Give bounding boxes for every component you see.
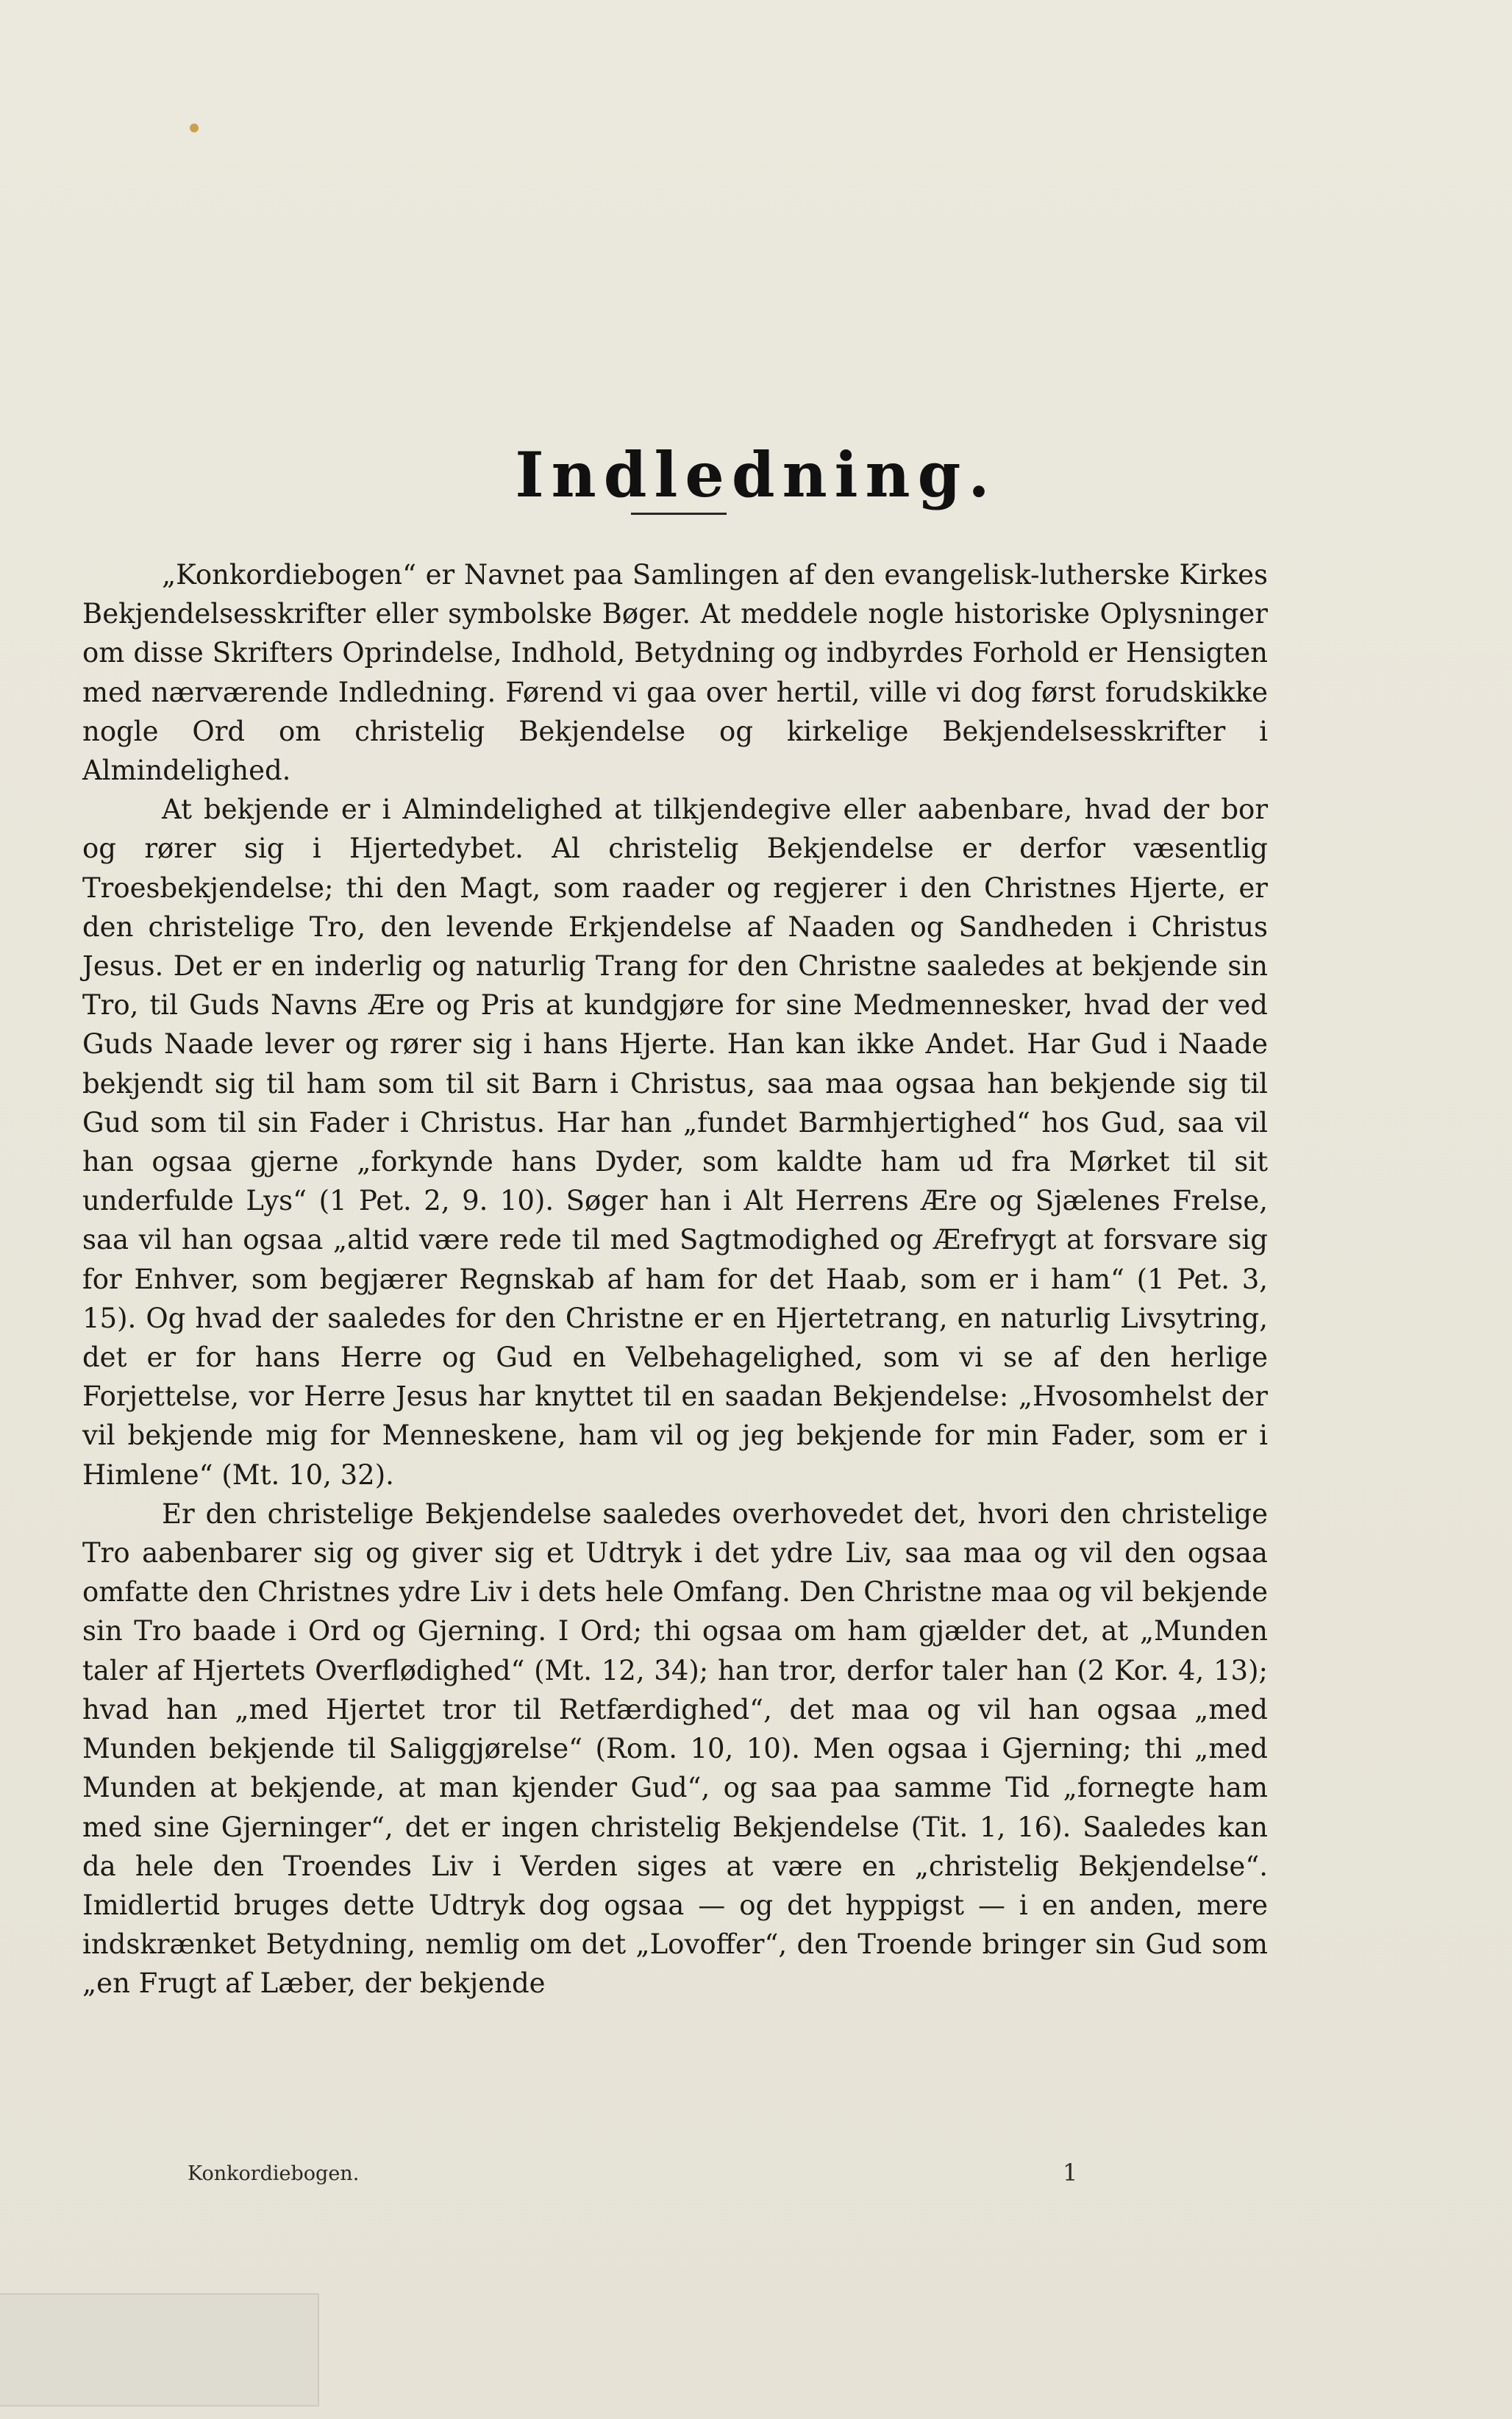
paragraph-1: „Konkordiebogen“ er Navnet paa Samlingen af den evangelisk-lutherske Kirkes Bekjendelsesskrifter eller symbolske Bøger. At meddele nogle historiske Oplysninger om disse Skrifters Oprindelse, Indhold, Betydning og indbyrdes Forhold er Hensigten med nærværende Indledning. Førend vi gaa over hertil, ville vi dog først forudskikke nogle Ord om christelig Bekjendelse og kirkelige Bekjendelsesskrifter i Almindelighed. bbox=[82, 559, 1268, 787]
sheet-number: 1 bbox=[1063, 2159, 1078, 2187]
chapter-title: Indledning. bbox=[515, 438, 997, 512]
title-divider bbox=[631, 513, 727, 515]
ink-spot bbox=[190, 124, 199, 132]
body-text bbox=[82, 555, 1268, 2003]
footer-signature: Konkordiebogen. bbox=[188, 2162, 360, 2185]
paragraph-2: At bekjende er i Almindelighed at tilkjendegive eller aabenbare, hvad der bor og rører sig i Hjertedybet. Al christelig Bekjendelse er derfor væsentlig Troesbekjendelse; thi den Magt, som raader og regjerer i den Christnes Hjerte, er den christelige Tro, den levende Erkjendelse af Naaden og Sandheden i Christus Jesus. Det er en inderlig og naturlig Trang for den Christne saaledes at bekjende sin Tro, til Guds Navns Ære og Pris at kundgjøre for sine Medmennesker, hvad der ved Guds Naade lever og rører sig i hans Hjerte. Han kan ikke Andet. Har Gud i Naade bekjendt sig til ham som til sit Barn i Christus, saa maa ogsaa han bekjende sig til Gud som til sin Fader i Christus. Har han „fundet Barmhjertighed“ hos Gud, saa vil han ogsaa gjerne „forkynde hans Dyder, som kaldte ham ud fra Mørket til sit underfulde Lys“ (1 Pet. 2, 9. 10). Søger han i Alt Herrens Ære og Sjælenes Frelse, saa vil han ogsaa „altid være rede til med Sagtmodighed og Ærefrygt at forsvare sig for Enhver, som begjærer Regnskab af ham for det Haab, som er i ham“ (1 Pet. 3, 15). Og hvad der saaledes for den Christne er en Hjertetrang, en naturlig Livsytring, det er for hans Herre og Gud en Velbehagelighed, som vi se af den herlige Forjettelse, vor Herre Jesus har knyttet til en saadan Bekjendelse: „Hvosomhelst der vil bekjende mig for Menneskene, ham vil og jeg bekjende for min Fader, som er i Himlene“ (Mt. 10, 32). bbox=[82, 794, 1268, 1491]
paragraph-3: Er den christelige Bekjendelse saaledes overhovedet det, hvori den christelige Tro aabenbarer sig og giver sig et Udtryk i det ydre Liv, saa maa og vil den ogsaa omfatte den Christnes ydre Liv i dets hele Omfang. Den Christne maa og vil bekjende sin Tro baade i Ord og Gjerning. I Ord; thi ogsaa om ham gjælder det, at „Munden taler af Hjertets Overflødighed“ (Mt. 12, 34); han tror, derfor taler han (2 Kor. 4, 13); hvad han „med Hjertet tror til Retfærdighed“, det maa og vil han ogsaa „med Munden bekjende til Saliggjørelse“ (Rom. 10, 10). Men ogsaa i Gjerning; thi „med Munden at bekjende, at man kjender Gud“, og saa paa samme Tid „fornegte ham med sine Gjerninger“, det er ingen christelig Bekjendelse (Tit. 1, 16). Saaledes kan da hele den Troendes Liv i Verden siges at være en „christelig Bekjendelse“. Imidlertid bruges dette Udtryk dog ogsaa — og det hyppigst — i en anden, mere indskrænket Betydning, nemlig om det „Lovoffer“, den Troende bringer sin Gud som „en Frugt af Læber, der bekjende bbox=[82, 1497, 1268, 2000]
library-label-patch bbox=[0, 2293, 319, 2406]
